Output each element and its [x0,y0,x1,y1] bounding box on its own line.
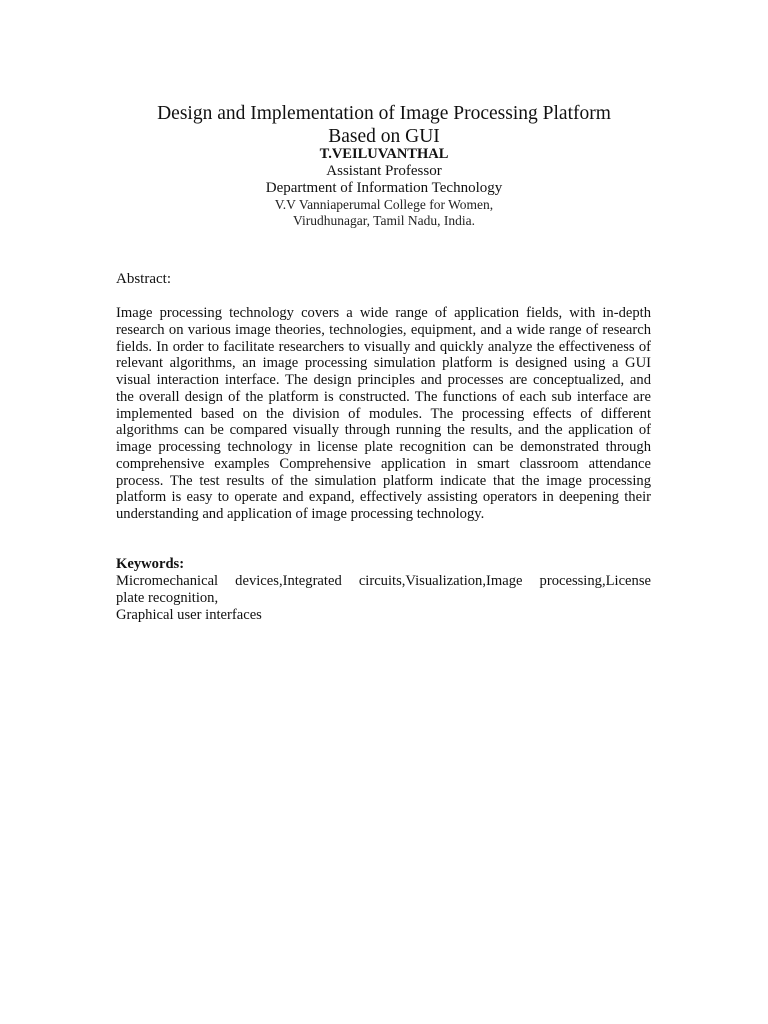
keywords-section [116,556,651,624]
keywords-line-2: plate recognition, [116,590,219,606]
keywords-line-1: Micromechanical devices,Integrated circuits,Visualization,Image processing,License [116,573,651,589]
paper-title-line-2: Based on GUI [328,126,440,147]
paper-title [100,102,668,148]
paper-title-line-1: Design and Implementation of Image Processing Platform [157,103,611,124]
abstract-body: Image processing technology covers a wide range of application fields, with in-depth research on various image theories, technologies, equipment, and a wide range of research fields. In order to facilitate researchers to visually and quickly analyze the effectiveness of relevant algorithms, an image processing simulation platform is designed using a GUI visual interaction interface. The design principles and processes are conceptualized, and the overall design of the platform is constructed. The functions of each sub interface are implemented based on the division of modules. The processing effects of different algorithms can be compared visually through running the results, and the application of image processing technology in license plate recognition can be demonstrated through comprehensive examples Comprehensive application in smart classroom attendance process. The test results of the simulation platform indicate that the image processing platform is easy to operate and expand, effectively assisting operators in deepening their understanding and application of image processing technology. [116,305,651,522]
author-college-line-2: Virudhunagar, Tamil Nadu, India. [293,213,475,228]
author-college-line-1: V.V Vanniaperumal College for Women, [274,197,494,212]
author-name: T.VEILUVANTHAL [319,146,449,162]
abstract-heading: Abstract: [116,271,171,287]
author-block [100,146,668,229]
author-department: Department of Information Technology [265,180,503,196]
keywords-heading: Keywords: [116,556,185,572]
keywords-line-3: Graphical user interfaces [116,607,262,623]
author-role: Assistant Professor [326,163,442,179]
